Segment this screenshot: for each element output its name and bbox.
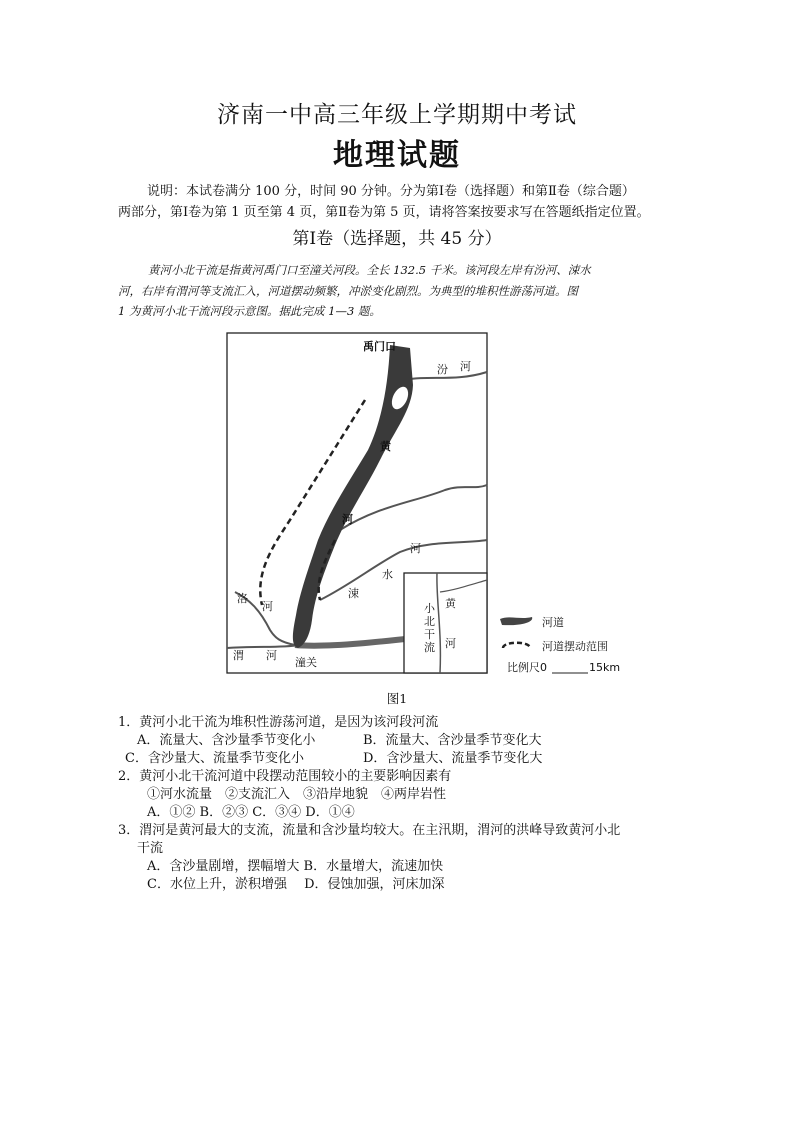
legend-swing-swatch [503,643,530,648]
q3-stem: 3．渭河是黄河最大的支流，流量和含沙量均较大。在主汛期，渭河的洪峰导致黄河小北 [118,823,621,838]
legend-channel-label: 河道 [542,616,564,629]
inset-label-gan: 干 [424,628,435,641]
q1-stem: 1．黄河小北干流为堆积性游荡河道，是因为该河段河流 [118,715,439,730]
inset-label-bei: 北 [424,615,435,628]
q3-option-ab: A．含沙量剧增，摆幅增大 B．水量增大，流速加快 [147,859,444,874]
inset-label-huang: 黄 [445,597,456,610]
label-sushui-2: 水 [382,568,393,581]
inset-frame [404,573,487,673]
subject-title: 地理试题 [333,138,461,173]
label-luo-2: 河 [262,600,273,613]
q1-option-c: C．含沙量大、流量季节变化小 [125,751,304,766]
label-wei-1: 渭 [233,649,244,662]
label-sushui-1: 河 [410,542,421,555]
figure-caption: 图1 [386,691,408,706]
q3-option-cd: C．水位上升，淤积增强 D．侵蚀加强，河床加深 [147,877,445,892]
q1-option-d: D．含沙量大、流量季节变化大 [363,751,543,766]
label-sushui-3: 涑 [348,587,359,600]
label-wei-2: 河 [266,649,277,662]
label-yumenkou: 禹门口 [363,340,396,353]
legend-scale-label: 比例尺0 [507,661,547,674]
exam-title: 济南一中高三年级上学期期中考试 [217,102,577,128]
legend-channel-swatch [500,617,532,625]
q2-factors: ①河水流量 ②支流汇入 ③沿岸地貌 ④两岸岩性 [147,787,447,802]
main-channel [293,345,413,648]
inset-label-xiao: 小 [424,602,435,615]
instruction-line-2: 两部分，第Ⅰ卷为第 1 页至第 4 页，第Ⅱ卷为第 5 页，请将答案按要求写在答题纸指定位置。 [118,205,650,220]
label-huang-2: 河 [342,513,353,526]
q1-option-b: B．流量大、含沙量季节变化大 [363,733,542,748]
instruction-line-1: 说明：本试卷满分 100 分，时间 90 分钟。分为第Ⅰ卷（选择题）和第Ⅱ卷（综合题） [147,184,635,199]
intro-line-1: 黄河小北干流是指黄河禹门口至潼关河段。全长 132.5 千米。该河段左岸有汾河、涑水 [148,263,591,277]
q2-options: A．①② B．②③ C．③④ D．①④ [147,805,355,820]
inset-label-liu: 流 [424,641,435,654]
inset-label-he: 河 [445,637,456,650]
label-fen-1: 汾 [437,363,448,376]
label-tongguan: 潼关 [295,656,317,669]
label-luo-1: 洛 [237,592,248,605]
legend-scale-value: 15km [589,661,621,674]
river-map [200,330,640,680]
q2-stem: 2．黄河小北干流河道中段摆动范围较小的主要影响因素有 [118,769,452,784]
intro-line-3: 1 为黄河小北干流河段示意图。据此完成 1—3 题。 [118,304,381,318]
q3-stem-cont: 干流 [137,841,164,856]
section-title: 第Ⅰ卷（选择题，共 45 分） [292,229,502,249]
label-fen-2: 河 [460,360,471,373]
intro-line-2: 河，右岸有渭河等支流汇入，河道摆动频繁，冲淤变化剧烈。为典型的堆积性游荡河道。图 [118,284,578,298]
wei-river-line [227,645,300,648]
label-huang-1: 黄 [380,440,391,453]
legend-swing-label: 河道摆动范围 [542,640,608,653]
q1-option-a: A．流量大、含沙量季节变化小 [137,733,316,748]
